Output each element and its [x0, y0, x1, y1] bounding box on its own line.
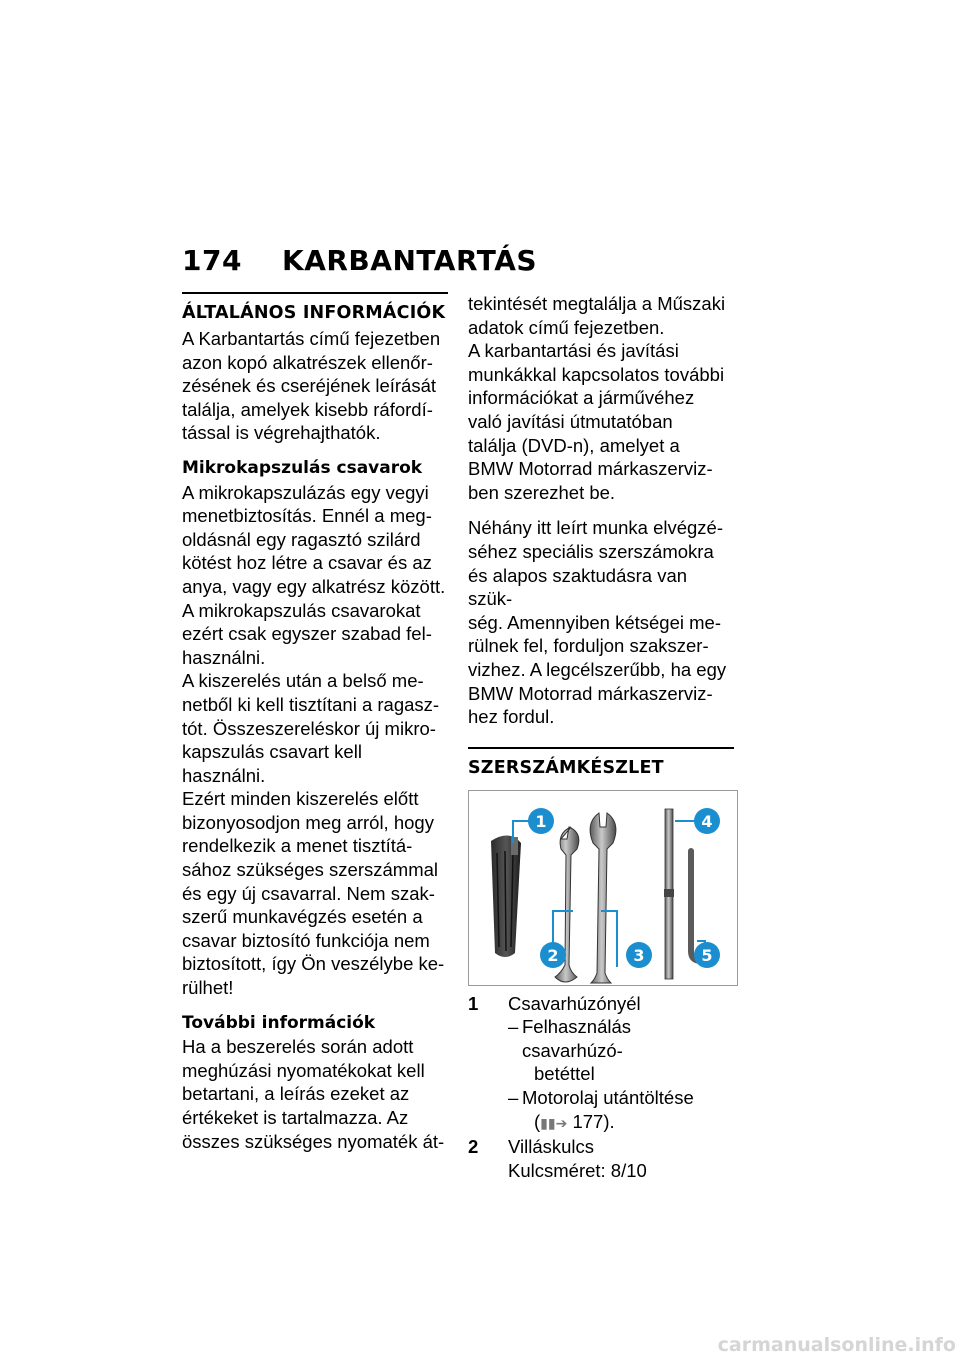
subheading-further-info: További információk [182, 1012, 376, 1033]
text-line: összes szükséges nyomaték át- [182, 1130, 445, 1152]
watermark: carmanualsonline.info [717, 1334, 956, 1356]
text-line: sához szükséges szerszámmal [182, 859, 439, 881]
text-line: munkákkal kapcsolatos további [468, 363, 725, 385]
callout-3 [626, 942, 652, 968]
text-line: információkat a járművéhez [468, 387, 695, 409]
legend-number: 1 [468, 992, 479, 1014]
text-line: tással is végrehajthatók. [182, 422, 381, 444]
text-line: A kiszerelés után a belső me- [182, 670, 424, 692]
text-line: Néhány itt leírt munka elvégzé- [468, 517, 724, 539]
text-line: való javítási útmutatóban [468, 410, 673, 432]
text-line: séhez speciális szerszámokra [468, 540, 714, 562]
legend-number: 2 [468, 1136, 479, 1158]
callout-label: 5 [701, 945, 713, 965]
text-line: rülhet! [182, 977, 234, 999]
text-line: vizhez. A legcélszerűbb, ha egy [468, 658, 727, 680]
left-column [182, 292, 448, 1153]
toolkit-illustration [469, 791, 737, 985]
text-line: értékeket is tartalmazza. Az [182, 1107, 409, 1128]
callout-label: 2 [547, 945, 559, 965]
section-rule [182, 292, 448, 294]
legend-subitem: – Motorolaj utántöltése (▮▮➔ 177). [508, 1087, 694, 1132]
chapter-title: KARBANTARTÁS [282, 244, 538, 277]
text-line: biztosított, így Ön veszélybe ke- [182, 953, 445, 975]
text-line: kapszulás csavart kell használni. [182, 741, 362, 786]
page-number: 174 [182, 244, 242, 277]
microcapsule-paragraph-2 [182, 669, 448, 999]
text-line: A karbantartási és javítási [468, 340, 679, 362]
text-line: zésének és cseréjének leírását [182, 375, 436, 397]
text-line: és alapos szaktudásra van szük- [468, 564, 688, 610]
text-line: Ezért minden kiszerelés előtt [182, 788, 419, 810]
text-line: csavar biztosító funkciója nem [182, 929, 430, 951]
text-line: Motorolaj utántöltése [522, 1087, 694, 1109]
text-line: tekintését megtalálja a Műszaki [468, 293, 726, 314]
text-line: A mikrokapszulázás egy vegyi [182, 481, 429, 503]
toolkit-figure [468, 790, 738, 986]
microcapsule-paragraph-1 [182, 481, 448, 670]
text-line: adatok című fejezetben. [468, 316, 665, 338]
intro-paragraph [182, 327, 448, 445]
text-line: használni. [182, 646, 266, 668]
text-line: tót. Összeszereléskor új mikro- [182, 717, 436, 739]
subheading-microcapsule-screws: Mikrokapszulás csavarok [182, 457, 423, 478]
wrench-large-icon [590, 813, 616, 983]
screwdriver-bit-icon [664, 809, 674, 979]
text-line: anya, vagy egy alkatrész között. [182, 575, 446, 597]
expertise-paragraph [468, 516, 734, 728]
text-line: oldásnál egy ragasztó szilárd [182, 528, 421, 550]
text-line: és egy új csavarral. Nem szak- [182, 882, 435, 904]
text-line: szerű munkavégzés esetén a [182, 906, 423, 928]
callout-2 [540, 942, 566, 968]
page-header [182, 244, 537, 277]
text-line: találja, amelyek kisebb ráfordí- [182, 398, 433, 420]
callout-5 [694, 942, 720, 968]
section-heading-general-info: ÁLTALÁNOS INFORMÁCIÓK [182, 303, 446, 323]
legend-label: Villáskulcs [508, 1136, 595, 1158]
screwdriver-handle-icon [491, 835, 521, 957]
text-line: BMW Motorrad márkaszerviz- [468, 682, 713, 704]
legend-item-2 [468, 1135, 734, 1159]
page-reference-arrow-icon: ▮▮➔ [540, 1114, 568, 1131]
text-line: betartani, a leírás ezeket az [182, 1083, 410, 1105]
text-line: rendelkezik a menet tisztítá- [182, 835, 413, 857]
text-line: hez fordul. [468, 706, 555, 728]
callout-label: 1 [535, 811, 547, 831]
text-line: Felhasználás csavarhúzó- [522, 1016, 632, 1061]
text-line: kötést hoz létre a csavar és az [182, 552, 432, 574]
text-line: A mikrokapszulás csavarokat [182, 599, 421, 621]
callout-4 [694, 808, 720, 834]
section-heading-toolkit: SZERSZÁMKÉSZLET [468, 757, 664, 778]
service-info-paragraph [468, 339, 734, 504]
text-line: menetbiztosítás. Ennél a meg- [182, 505, 432, 527]
text-line: BMW Motorrad márkaszerviz- [468, 458, 713, 480]
text-line: netből ki kell tisztítani a ragasz- [182, 693, 440, 715]
text-line: ezért csak egyszer szabad fel- [182, 623, 432, 645]
text-line: Ha a beszerelés során adott [182, 1036, 414, 1058]
text-line: találja (DVD-n), amelyet a [468, 434, 680, 456]
right-column [468, 292, 734, 1182]
legend-subitem: – Felhasználás csavarhúzó- betéttel [508, 1016, 632, 1085]
callout-label: 3 [633, 945, 645, 965]
legend-detail: Kulcsméret: 8/10 [508, 1159, 647, 1181]
text-line: rülnek fel, forduljon szakszer- [468, 635, 709, 657]
legend-item-1 [468, 992, 734, 1016]
callout-label: 4 [701, 811, 713, 831]
text-line: bizonyosodjon meg arról, hogy [182, 811, 434, 833]
text-line: betéttel [534, 1063, 595, 1085]
legend-label: Csavarhúzónyél [508, 992, 641, 1014]
text-line: azon kopó alkatrészek ellenőr- [182, 351, 433, 373]
text-line: ség. Amennyiben kétségei me- [468, 611, 721, 633]
further-info-paragraph [182, 1035, 448, 1153]
text-line: ben szerezhet be. [468, 481, 616, 503]
section-rule [468, 747, 734, 749]
callout-1 [528, 808, 554, 834]
text-line: meghúzási nyomatékokat kell [182, 1059, 425, 1081]
toolkit-legend [468, 992, 734, 1183]
page-reference-link[interactable]: 177). [572, 1110, 615, 1132]
text-line: A Karbantartás című fejezetben [182, 328, 441, 349]
continued-paragraph [468, 292, 734, 339]
